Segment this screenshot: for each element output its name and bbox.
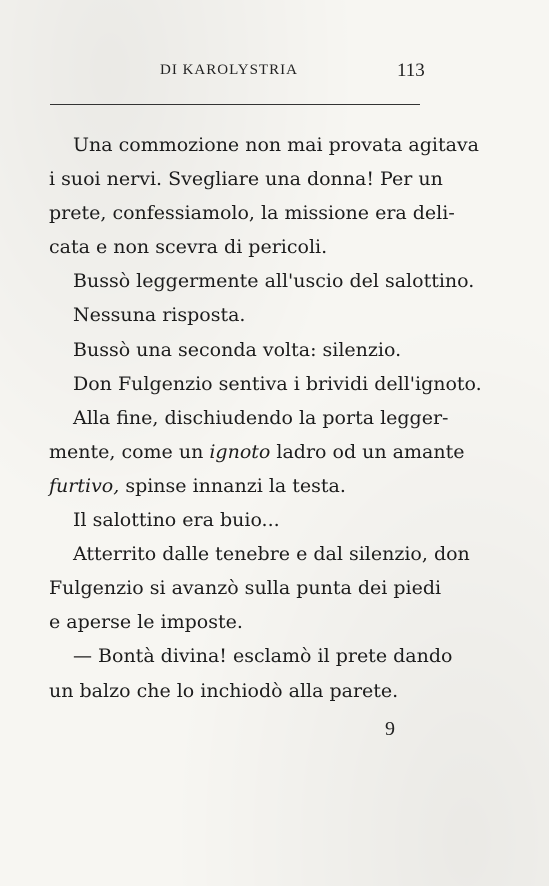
signature-mark: 9 [385,718,395,740]
text-run: ladro od un amante [270,440,465,463]
text-line: Bussò leggermente all'uscio del salottino. [73,270,475,293]
text-line: cata e non scevra di pericoli. [49,236,328,259]
text-line: Il salottino era buio... [73,509,280,532]
text-line: Fulgenzio si avanzò sulla punta dei piedi [49,577,442,600]
text-line [49,435,465,469]
text-line: un balzo che lo inchiodò alla parete. [49,679,399,702]
running-title: DI KAROLYSTRIA [160,62,298,78]
text-line: Alla fine, dischiudendo la porta legger- [73,406,449,429]
text-line: i suoi nervi. Svegliare una donna! Per un [49,168,443,191]
text-run: mente, come un [49,440,210,463]
text-line: — Bontà divina! esclamò il prete dando [73,645,453,668]
text-line [49,469,435,503]
italic-text: furtivo, [49,474,120,497]
text-line: Bussò una seconda volta: silenzio. [73,338,402,361]
text-line: Una commozione non mai provata agitava [73,134,479,156]
text-line: Nessuna risposta. [73,304,246,327]
text-run: spinse innanzi la testa. [119,474,346,497]
header-rule [50,104,420,105]
text-line: prete, confessiamolo, la missione era deli- [49,202,455,225]
italic-text: ignoto [209,440,271,463]
body-text [49,128,482,708]
text-line: Atterrito dalle tenebre e dal silenzio, don [73,543,470,566]
text-line: Don Fulgenzio sentiva i brividi dell'ignoto. [73,372,482,395]
page-number: 113 [397,60,425,81]
text-line: e aperse le imposte. [49,611,243,634]
